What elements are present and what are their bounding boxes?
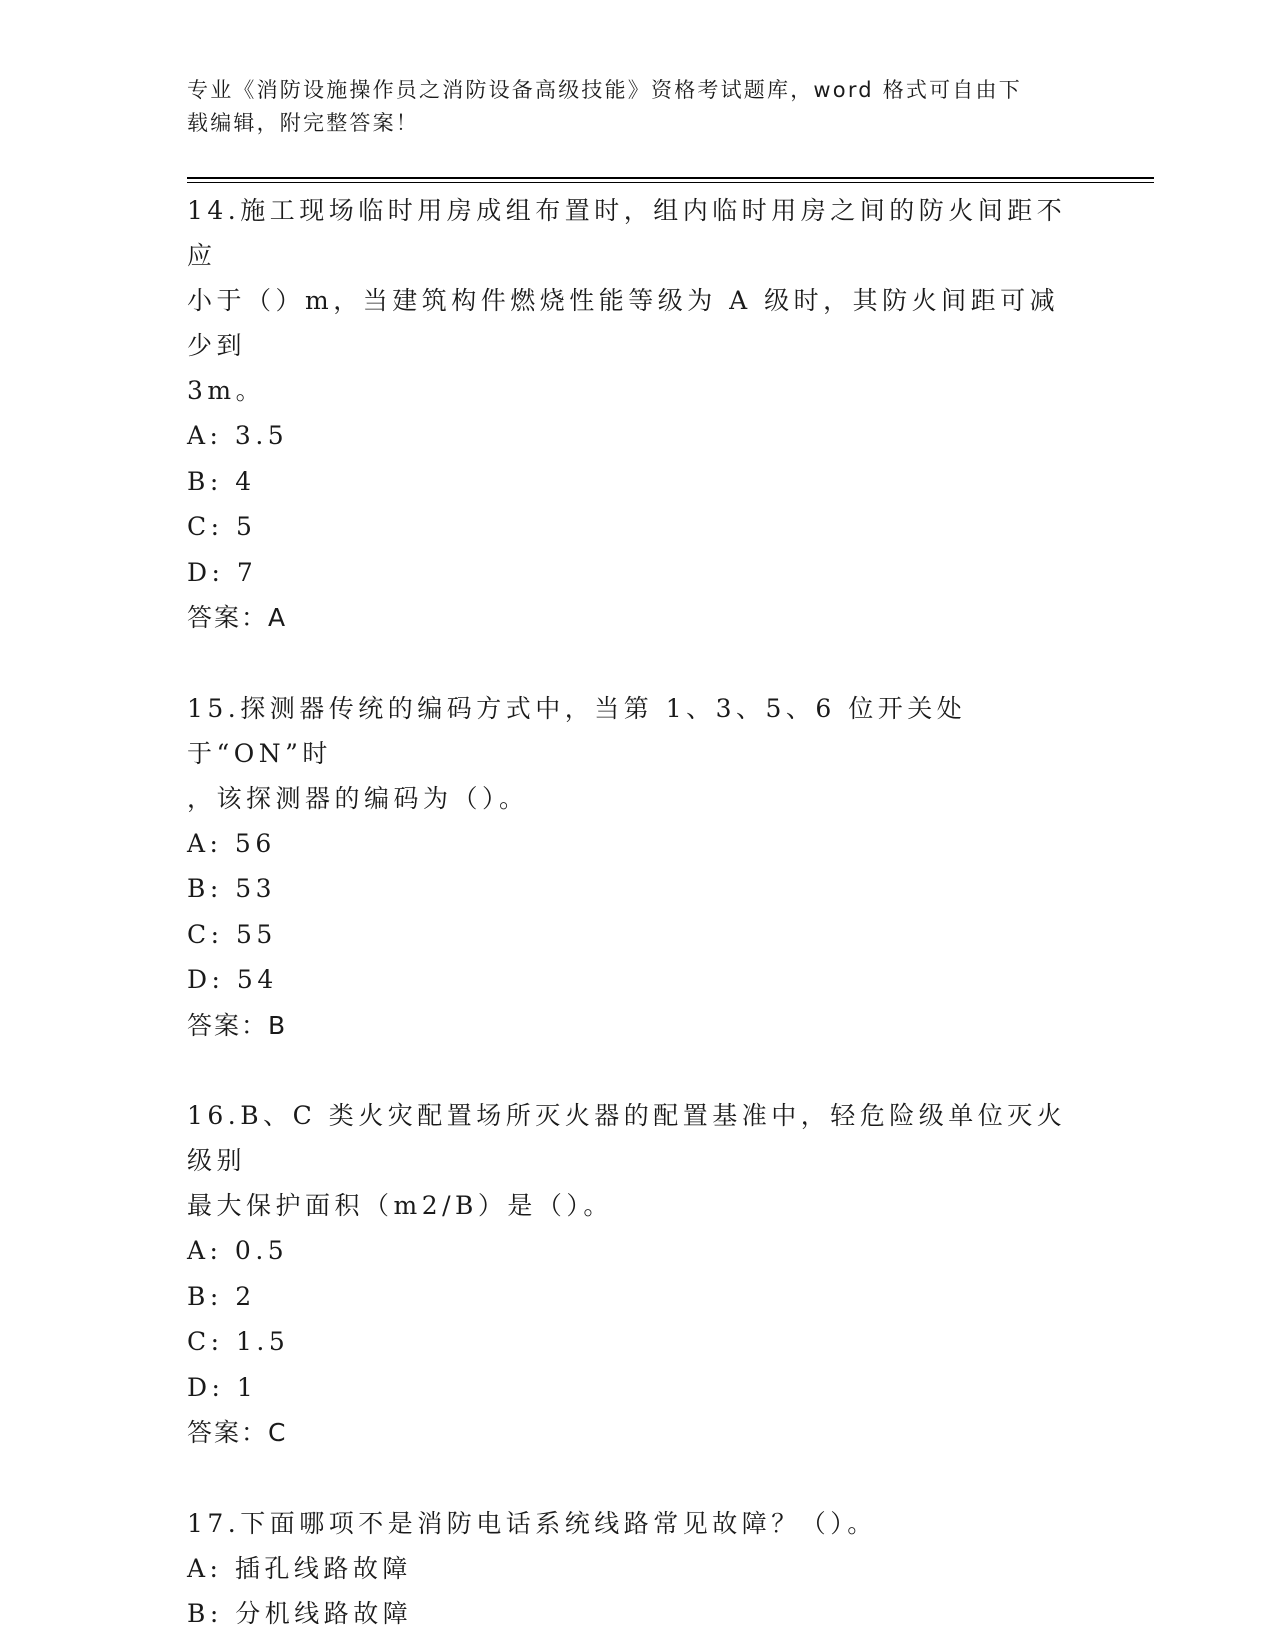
option-a: A: 0.5 <box>187 1236 289 1265</box>
question-list <box>187 188 1087 1637</box>
option-d: D: 1 <box>187 1372 258 1402</box>
option-a: A: 56 <box>187 828 276 858</box>
header-line-1: 专业《消防设施操作员之消防设备高级技能》资格考试题库，word 格式可自由下 <box>187 78 1022 102</box>
question-17 <box>187 1501 1087 1637</box>
question-stem-line: 16.B、C 类火灾配置场所灭火器的配置基准中，轻危险级单位灭火级别 <box>187 1101 1067 1175</box>
question-spacer <box>187 641 1087 686</box>
answer: 答案：C <box>187 1418 288 1447</box>
option-b: B: 53 <box>187 874 277 903</box>
question-15 <box>187 686 1087 1049</box>
option-c: C: 5 <box>187 512 257 541</box>
option-b: B: 分机线路故障 <box>187 1599 413 1628</box>
header-divider-thin <box>187 182 1154 183</box>
header-divider-thick <box>187 177 1154 179</box>
question-stem-line: 小于（）m，当建筑构件燃烧性能等级为 A 级时，其防火间距可减少到 <box>187 286 1060 360</box>
option-c: C: 55 <box>187 919 277 949</box>
question-spacer <box>187 1048 1087 1093</box>
option-d: D: 54 <box>187 965 278 994</box>
header-line-2: 载编辑，附完整答案！ <box>187 111 419 135</box>
option-a: A: 3.5 <box>187 421 289 450</box>
question-stem-line: 14.施工现场临时用房成组布置时，组内临时用房之间的防火间距不应 <box>187 196 1067 270</box>
question-16 <box>187 1093 1087 1456</box>
answer: 答案：A <box>187 603 288 632</box>
question-14 <box>187 188 1087 641</box>
question-stem-line: ，该探测器的编码为（）。 <box>187 783 529 813</box>
answer: 答案：B <box>187 1010 288 1040</box>
question-stem-line: 最大保护面积（m2/B）是（）。 <box>187 1191 613 1220</box>
option-d: D: 7 <box>187 557 258 587</box>
question-stem-line: 17.下面哪项不是消防电话系统线路常见故障？（）。 <box>187 1508 877 1538</box>
option-a: A: 插孔线路故障 <box>187 1553 412 1583</box>
document-header <box>187 74 1087 140</box>
option-b: B: 4 <box>187 466 256 496</box>
option-b: B: 2 <box>187 1281 256 1311</box>
question-stem-line: 3m。 <box>187 376 266 405</box>
option-c: C: 1.5 <box>187 1327 290 1356</box>
question-spacer <box>187 1456 1087 1501</box>
question-stem-line: 15.探测器传统的编码方式中，当第 1、3、5、6 位开关处于“ON”时 <box>187 693 967 768</box>
